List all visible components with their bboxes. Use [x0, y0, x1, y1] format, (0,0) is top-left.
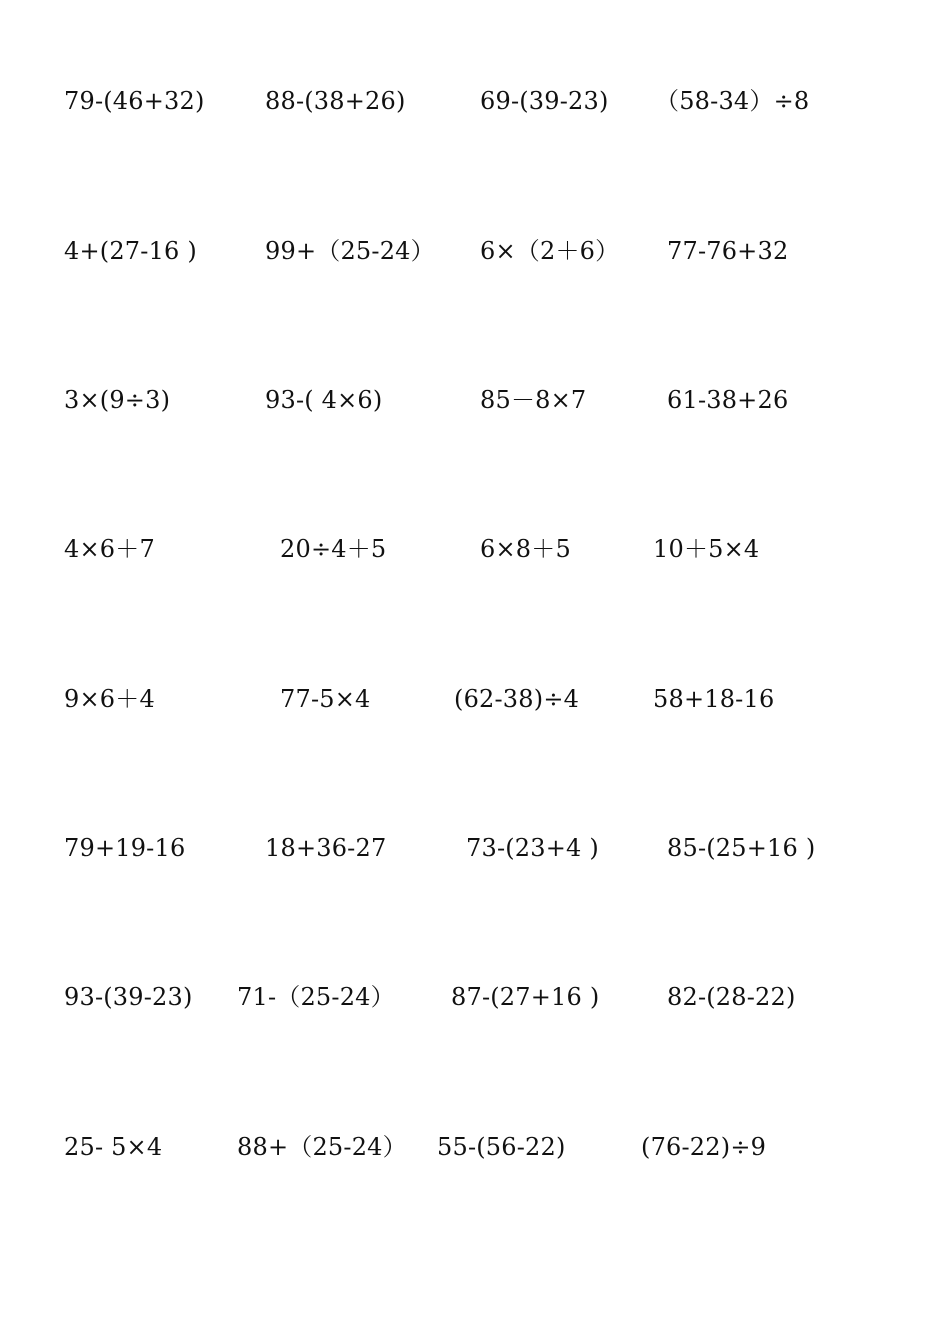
problem-r7-c3: 87-(27+16 ) [451, 983, 600, 1011]
problem-r2-c1: 4+(27-16 ) [64, 237, 197, 265]
problem-r8-c2: 88+（25-24） [237, 1133, 407, 1161]
problem-r1-c2: 88-(38+26) [265, 87, 406, 115]
problem-r8-c3: 55-(56-22) [437, 1133, 566, 1161]
problem-r2-c3: 6×（2＋6） [480, 237, 620, 265]
problem-r5-c1: 9×6＋4 [64, 685, 155, 713]
problem-r1-c4: （58-34）÷8 [655, 87, 810, 115]
problem-r4-c3: 6×8＋5 [480, 535, 571, 563]
problem-r7-c2: 71-（25-24） [237, 983, 395, 1011]
problem-r8-c1: 25- 5×4 [64, 1133, 163, 1161]
problem-r3-c2: 93-( 4×6) [265, 386, 383, 414]
problem-r1-c3: 69-(39-23) [480, 87, 609, 115]
problem-r6-c1: 79+19-16 [64, 834, 186, 862]
problem-r3-c3: 85－8×7 [480, 386, 587, 414]
problem-r8-c4: (76-22)÷9 [641, 1133, 767, 1161]
problem-r7-c4: 82-(28-22) [667, 983, 796, 1011]
problem-r5-c4: 58+18-16 [653, 685, 775, 713]
problem-r3-c1: 3×(9÷3) [64, 386, 171, 414]
problem-r3-c4: 61-38+26 [667, 386, 789, 414]
problem-r4-c2: 20÷4＋5 [280, 535, 387, 563]
problem-r4-c4: 10＋5×4 [653, 535, 760, 563]
problem-r1-c1: 79-(46+32) [64, 87, 205, 115]
problem-r5-c3: (62-38)÷4 [454, 685, 580, 713]
problem-r6-c3: 73-(23+4 ) [466, 834, 599, 862]
problem-r7-c1: 93-(39-23) [64, 983, 193, 1011]
problem-r6-c2: 18+36-27 [265, 834, 387, 862]
problem-r4-c1: 4×6＋7 [64, 535, 155, 563]
problem-r5-c2: 77-5×4 [280, 685, 371, 713]
problem-r2-c2: 99+（25-24） [265, 237, 435, 265]
problem-r2-c4: 77-76+32 [667, 237, 789, 265]
problem-r6-c4: 85-(25+16 ) [667, 834, 816, 862]
